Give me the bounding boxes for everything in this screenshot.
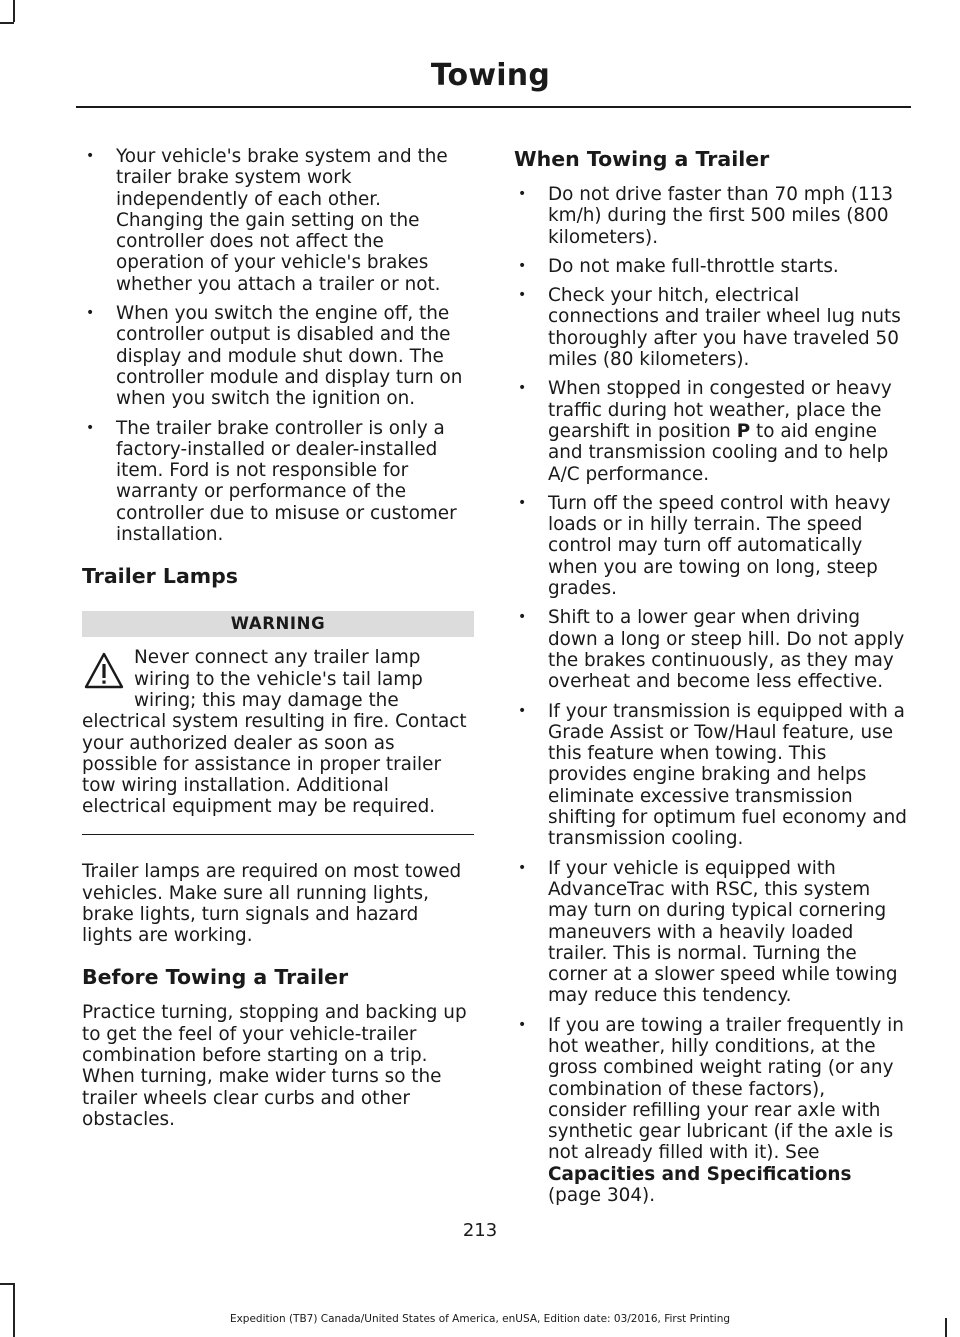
list-item: • If your transmission is equipped with a Grade Assist or Tow/Haul feature, use this feature when towing. This provides engine braking and helps eliminate excessive transmission shifting for optimum fuel economy and transmission cooling.: [514, 701, 908, 850]
right-column: [514, 146, 908, 1214]
list-item: • Do not make full-throttle starts.: [514, 256, 908, 277]
warning-label: WARNING: [82, 611, 474, 637]
list-item: [514, 1015, 908, 1207]
right-bullet-list: [514, 184, 908, 1206]
warning-box: [82, 611, 474, 835]
heading-when-towing: When Towing a Trailer: [514, 147, 770, 171]
bullet-text: If you are towing a trailer frequently in hot weather, hilly conditions, at the gross combined weight rating (or any combination of these factors), consider refilling your rear axle with synthetic gear lubricant (if the axle is not already filled with it). See: [548, 1014, 904, 1164]
list-item: • Do not drive faster than 70 mph (113 km/h) during the first 500 miles (800 kilometers).: [514, 184, 908, 248]
heading-before-towing: Before Towing a Trailer: [82, 965, 349, 990]
crop-mark-top-left: [0, 22, 14, 24]
list-item: • The trailer brake controller is only a factory-installed or dealer-installed item. Ford is not responsible for warranty or performance of the controller due to misuse or customer installation.: [82, 418, 474, 546]
left-column: [82, 146, 474, 1130]
page-number: 213: [462, 1220, 498, 1241]
list-item: • If your vehicle is equipped with AdvanceTrac with RSC, this system may turn on during typical cornering maneuvers with a heavily loaded trailer. This is normal. Turning the corner at a slower speed while towing may reduce this tendency.: [514, 858, 908, 1007]
bullet-text: (page 304).: [548, 1185, 656, 1207]
heading-trailer-lamps: Trailer Lamps: [82, 564, 239, 589]
before-towing-paragraph: Practice turning, stopping and backing up to get the feel of your vehicle-trailer combination before starting on a trip. When turning, make wider turns so the trailer wheels clear curbs and other obstacles.: [82, 1002, 467, 1130]
gear-position-p: P: [736, 420, 751, 442]
list-item: [514, 378, 908, 484]
warning-triangle-icon: [84, 651, 124, 691]
list-item: • Your vehicle's brake system and the trailer brake system work independently of each other. Changing the gain setting on the controller does not affect the operation of your vehicle's brakes whether you attach a trailer or not.: [82, 146, 474, 295]
bullet-text: to aid engine and transmission cooling and to help A/C performance.: [548, 420, 889, 485]
warning-rule: [82, 834, 474, 836]
warning-body: [82, 647, 474, 817]
header-rule: [76, 106, 911, 108]
list-item: • Shift to a lower gear when driving down a long or steep hill. Do not apply the brakes continuously, as they may overheat and become less effective.: [514, 607, 908, 692]
page-title: Towing: [430, 58, 550, 93]
crop-mark-bottom-left: [0, 1283, 14, 1285]
left-bullet-list: [82, 146, 474, 545]
list-item: • Turn off the speed control with heavy loads or in hilly terrain. The speed control may turn off automatically when you are towing on long, steep grades.: [514, 493, 908, 599]
footer-edition: Expedition (TB7) Canada/United States of America, enUSA, Edition date: 03/2016, First Printing: [229, 1313, 731, 1325]
crop-mark-top-left: [13, 0, 15, 22]
warning-text: Never connect any trailer lamp wiring to the vehicle's tail lamp wiring; this may damage the electrical system resulting in fire. Contact your authorized dealer as soon as possible for assistance in proper trailer tow wiring installation. Additional electrical equipment may be required.: [82, 647, 467, 818]
bullet-text: When stopped in congested or heavy traffic during hot weather, place the gearshift in position: [548, 378, 892, 442]
trailer-lamps-paragraph: Trailer lamps are required on most towed vehicles. Make sure all running lights, brake lights, turn signals and hazard lights are working.: [82, 861, 462, 947]
cross-reference-link[interactable]: Capacities and Specifications: [548, 1163, 852, 1185]
list-item: • Check your hitch, electrical connections and trailer wheel lug nuts thoroughly after you have traveled 50 miles (80 kilometers).: [514, 285, 908, 370]
list-item: • When you switch the engine off, the controller output is disabled and the display and module shut down. The controller module and display turn on when you switch the ignition on.: [82, 303, 474, 409]
crop-mark-bottom-left: [13, 1283, 15, 1337]
